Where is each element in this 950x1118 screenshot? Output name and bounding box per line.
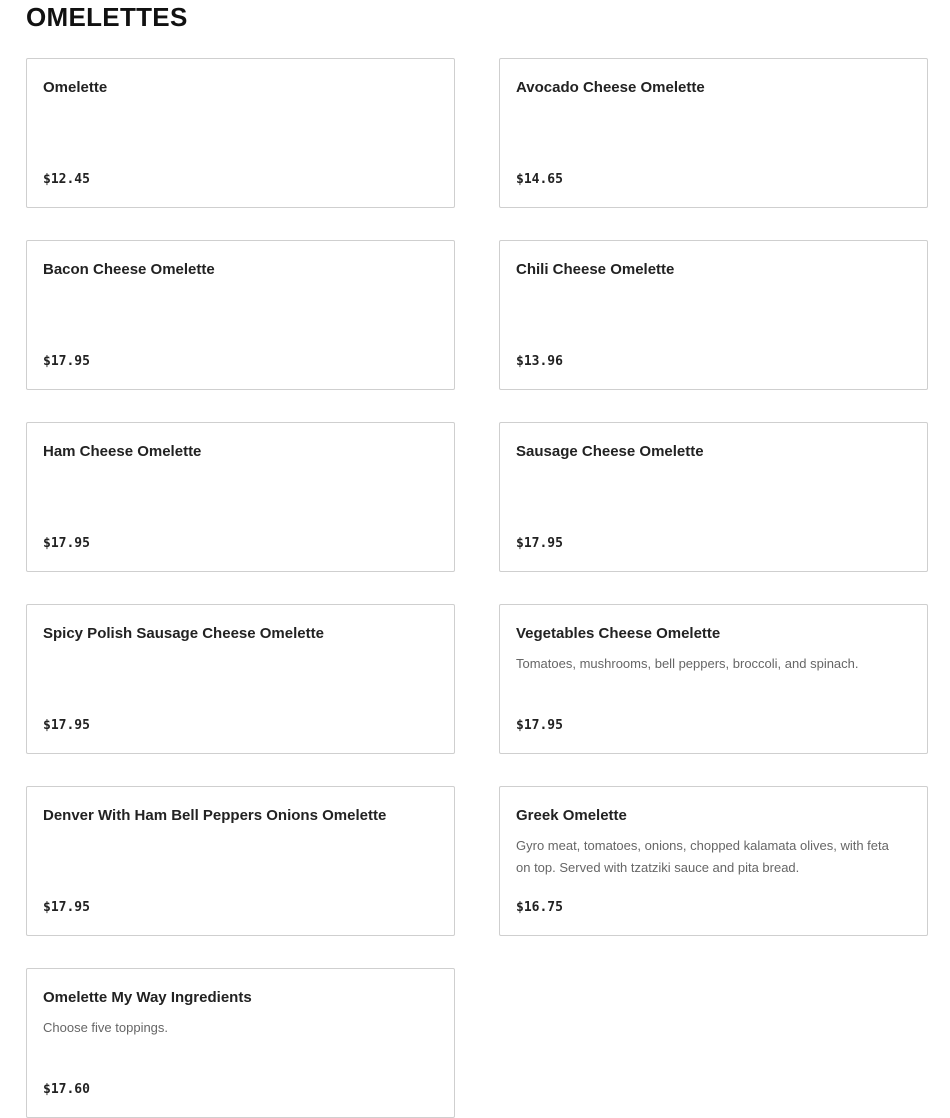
menu-item-card[interactable] xyxy=(26,422,455,572)
menu-item-name: Vegetables Cheese Omelette xyxy=(516,625,721,642)
menu-item-card[interactable] xyxy=(499,58,928,208)
menu-item-price: $17.60 xyxy=(43,1082,90,1097)
menu-item-price: $17.95 xyxy=(43,900,90,915)
menu-item-description: Tomatoes, mushrooms, bell peppers, broccoli, and spinach. xyxy=(516,656,859,671)
menu-item-name: Omelette xyxy=(43,79,108,96)
menu-item-price: $17.95 xyxy=(516,718,563,733)
section-title: OMELETTES xyxy=(26,2,188,32)
menu-item-name: Bacon Cheese Omelette xyxy=(43,261,215,278)
menu-item-name: Ham Cheese Omelette xyxy=(43,443,202,460)
menu-item-name: Greek Omelette xyxy=(516,807,627,824)
menu-grid xyxy=(26,58,928,1118)
menu-item-card[interactable] xyxy=(499,604,928,754)
menu-item-name: Chili Cheese Omelette xyxy=(516,261,675,278)
menu-item-price: $17.95 xyxy=(516,536,563,551)
menu-item-description: Gyro meat, tomatoes, onions, chopped kalamata olives, with feta on top. Served with tzatziki sauce and pita bread. xyxy=(516,838,889,875)
menu-item-card[interactable] xyxy=(499,422,928,572)
menu-item-name: Denver With Ham Bell Peppers Onions Omelette xyxy=(43,807,387,824)
menu-item-name: Spicy Polish Sausage Cheese Omelette xyxy=(43,625,324,642)
menu-item-price: $17.95 xyxy=(43,354,90,369)
menu-item-name: Omelette My Way Ingredients xyxy=(43,989,252,1006)
menu-item-price: $14.65 xyxy=(516,172,563,187)
menu-item-name: Avocado Cheese Omelette xyxy=(516,79,705,96)
menu-item-name: Sausage Cheese Omelette xyxy=(516,443,704,460)
menu-item-card[interactable] xyxy=(26,604,455,754)
menu-item-card[interactable] xyxy=(499,786,928,936)
menu-item-price: $16.75 xyxy=(516,900,563,915)
menu-item-card[interactable] xyxy=(26,968,455,1118)
menu-item-price: $17.95 xyxy=(43,718,90,733)
menu-item-card[interactable] xyxy=(26,786,455,936)
menu-item-price: $17.95 xyxy=(43,536,90,551)
menu-item-card[interactable] xyxy=(499,240,928,390)
menu-item-price: $12.45 xyxy=(43,172,90,187)
menu-item-price: $13.96 xyxy=(516,354,563,369)
menu-item-card[interactable] xyxy=(26,240,455,390)
menu-item-description: Choose five toppings. xyxy=(43,1020,169,1035)
menu-item-card[interactable] xyxy=(26,58,455,208)
